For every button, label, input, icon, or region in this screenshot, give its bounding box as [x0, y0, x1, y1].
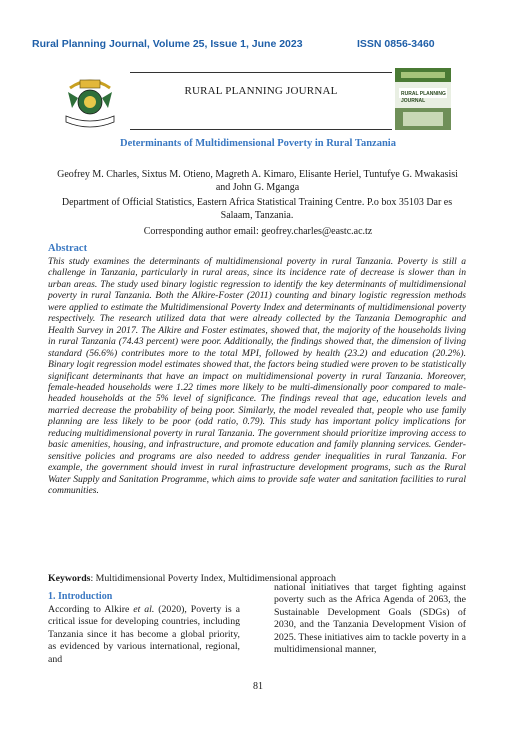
university-seal-logo: [50, 68, 130, 132]
paper-authors: Geofrey M. Charles, Sixtus M. Otieno, Magreth A. Kimaro, Elisante Heriel, Tuntufye G. Mwakasisi and John G. Mganga: [57, 169, 458, 193]
keywords-label: Keywords: [48, 573, 91, 584]
cover-title-line1: RURAL PLANNING: [401, 91, 446, 97]
journal-banner: [130, 72, 392, 130]
page-number: 81: [253, 681, 263, 692]
keywords-text: : Multidimensional Poverty Index, Multidimensional approach: [90, 573, 336, 584]
intro-left-pre: According to Alkire: [48, 604, 134, 615]
intro-right-column: national initiatives that target fighting against poverty such as the Africa Agenda of 2063, the Sustainable Development Goals (SDGs) of 2030, and the Tanzania Development Vision of 2025. These initiatives aim to tackle poverty in a multidimensional manner,: [274, 582, 466, 656]
intro-left-post: (2020), Poverty is a critical issue for developing countries, including Tanzania since it has become a global priority, as evidenced by various international, regional, and: [48, 604, 240, 665]
intro-left-column: [48, 604, 240, 666]
issn-header: ISSN 0856-3460: [357, 38, 435, 50]
banner-title: RURAL PLANNING JOURNAL: [184, 85, 338, 97]
introduction-heading: 1. Introduction: [48, 591, 113, 602]
intro-left-em: et al.: [133, 604, 155, 615]
journal-cover-image: [395, 68, 451, 130]
author-affiliation: Department of Official Statistics, Eastern Africa Statistical Training Centre. P.o box 35103 Dar es Salaam, Tanzania.: [61, 197, 453, 221]
corresponding-email: Corresponding author email: geofrey.charles@eastc.ac.tz: [143, 226, 373, 237]
cover-title-line2: JOURNAL: [401, 98, 426, 104]
journal-header: Rural Planning Journal, Volume 25, Issue 1, June 2023: [32, 38, 303, 50]
abstract-heading: Abstract: [48, 243, 88, 254]
paper-title: Determinants of Multidimensional Poverty in Rural Tanzania: [120, 138, 396, 149]
abstract-text: This study examines the determinants of multidimensional poverty in rural Tanzania. Poverty is still a challenge in Tanzania, particularly in rural areas, since its incidence rate of decrease is slower than in urban areas. The study used binary logistic regression to identify the key determinants of multidimensional poverty in rural Tanzania. Both the Alkire-Foster (2011) counting and binary logistic regression methods were applied to estimate the Multidimensional Poverty Index and determinants of multidimensional poverty respectively. The research utilized data that were already collected by the Tanzania Demographic and Health Survey in 2017. The Alkire and Foster estimates, showed that, the majority of the households living in rural Tanzania (74.43 percent) were poor. Additionally, the findings showed that, the dimension of living standard (56.6%) contributes more to the total MPI, followed by health (23.2) and education (20.2%). Binary logit regression model estimates showed that, the factors being studied were proven to be statistically significant determinants that have an impact on multidimensional poverty in rural Tanzania. Moreover, female-headed households were 1.22 times more likely to be multi-dimensionally poor compared to male-headed households at the 5% level of significance. The findings reveal that age, education levels and married decrease the probability of being poor. Similarly, the model revealed that, people who use family planning are less likely to be poor (odd ratio, 0.79). This study has important policy implications for reducing multidimensional poverty in rural Tanzania. The government should prioritize improving access to basic amenities, housing, and infrastructure, and promote education and family planning services. Gender-sensitive policies and programs are also needed to address gender inequalities in rural Tanzania. For example, the government should invest in rural infrastructure development programs, such as the Rural Water Supply and Sanitation Programme, which aims to provide safe water and sanitation facilities to rural communities.: [48, 256, 466, 497]
